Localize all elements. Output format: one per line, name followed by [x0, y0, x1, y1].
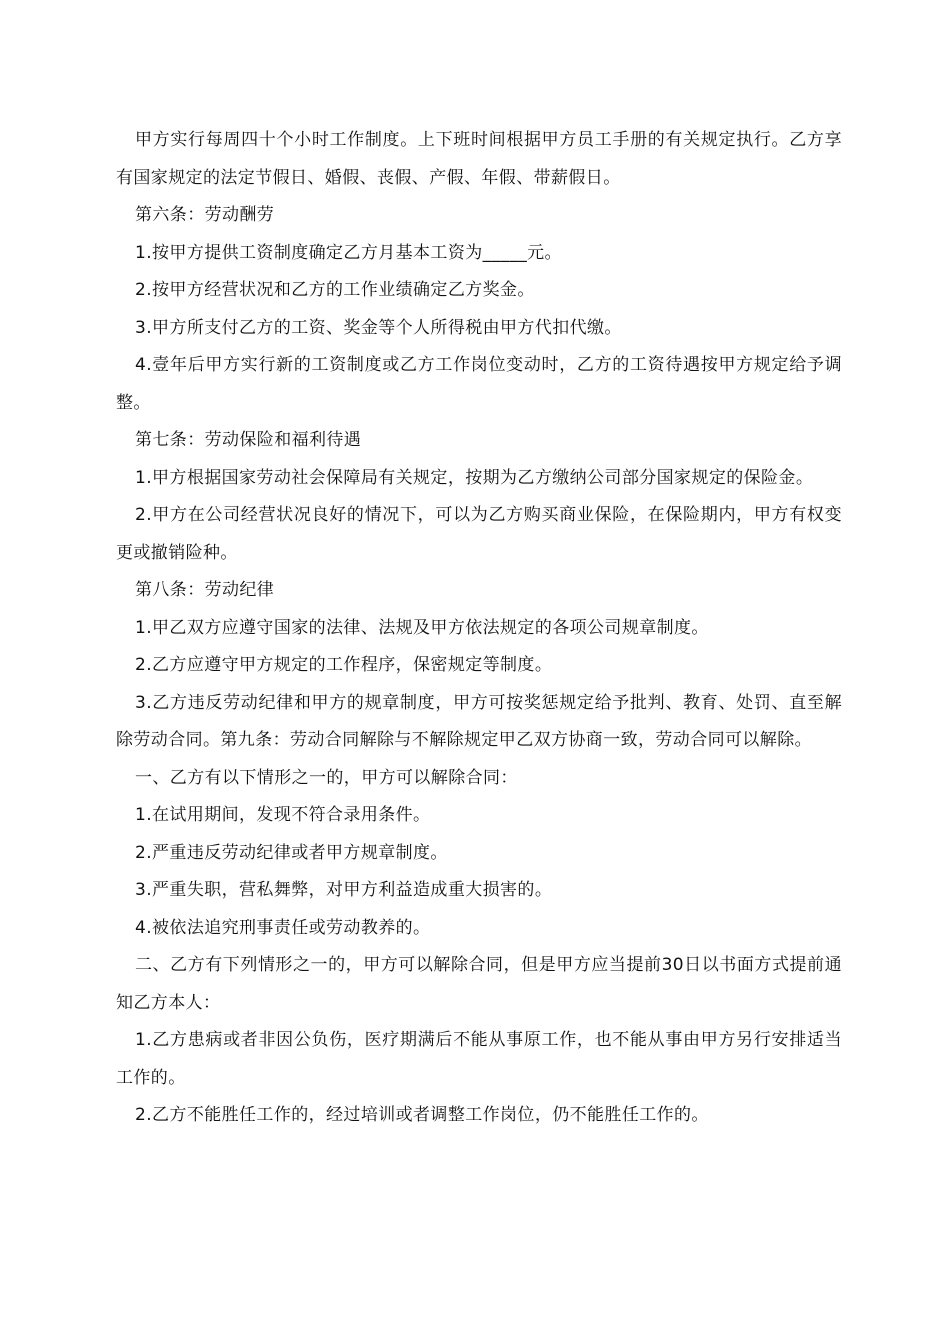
paragraph-working-hours: 甲方实行每周四十个小时工作制度。上下班时间根据甲方员工手册的有关规定执行。乙方享有国家规定的法定节假日、婚假、丧假、产假、年假、带薪假日。: [116, 130, 842, 188]
heading-article-6: 第六条：劳动酬劳: [135, 205, 275, 225]
list-item: 2.乙方应遵守甲方规定的工作程序，保密规定等制度。: [135, 655, 553, 675]
list-item: 1.在试用期间，发现不符合录用条件。: [135, 805, 431, 825]
list-item: 1.甲方根据国家劳动社会保障局有关规定，按期为乙方缴纳公司部分国家规定的保险金。: [135, 467, 814, 488]
list-item: 3.严重失职，营私舞弊，对甲方利益造成重大损害的。: [135, 880, 553, 900]
list-item: 2.甲方在公司经营状况良好的情况下，可以为乙方购买商业保险，在保险期内，甲方有权变更或撤销险种。: [116, 505, 842, 563]
list-item: 1.乙方患病或者非因公负伤，医疗期满后不能从事原工作，也不能从事由甲方另行安排适当工作的。: [116, 1030, 842, 1088]
list-item: 2.乙方不能胜任工作的，经过培训或者调整工作岗位，仍不能胜任工作的。: [135, 1105, 709, 1125]
list-item: 1.按甲方提供工资制度确定乙方月基本工资为_____元。: [135, 242, 562, 263]
list-item: 3.甲方所支付乙方的工资、奖金等个人所得税由甲方代扣代缴。: [135, 317, 622, 338]
section-heading: 二、乙方有下列情形之一的，甲方可以解除合同，但是甲方应当提前30日以书面方式提前通知乙方本人：: [116, 955, 842, 1013]
list-item: 2.严重违反劳动纪律或者甲方规章制度。: [135, 842, 448, 863]
document-body: [116, 122, 842, 1135]
heading-article-7: 第七条：劳动保险和福利待遇: [135, 430, 362, 450]
list-item: 4.被依法追究刑事责任或劳动教养的。: [135, 917, 431, 938]
list-item: 2.按甲方经营状况和乙方的工作业绩确定乙方奖金。: [135, 280, 535, 300]
list-item: 1.甲乙双方应遵守国家的法律、法规及甲方依法规定的各项公司规章制度。: [135, 617, 709, 638]
list-item: 3.乙方违反劳动纪律和甲方的规章制度，甲方可按奖惩规定给予批判、教育、处罚、直至解除劳动合同。第九条：劳动合同解除与不解除规定甲乙双方协商一致，劳动合同可以解除。: [116, 692, 842, 750]
list-item: 4.壹年后甲方实行新的工资制度或乙方工作岗位变动时，乙方的工资待遇按甲方规定给予调整。: [116, 355, 842, 413]
section-heading: 一、乙方有以下情形之一的，甲方可以解除合同：: [135, 767, 518, 788]
heading-article-8: 第八条：劳动纪律: [135, 580, 275, 600]
